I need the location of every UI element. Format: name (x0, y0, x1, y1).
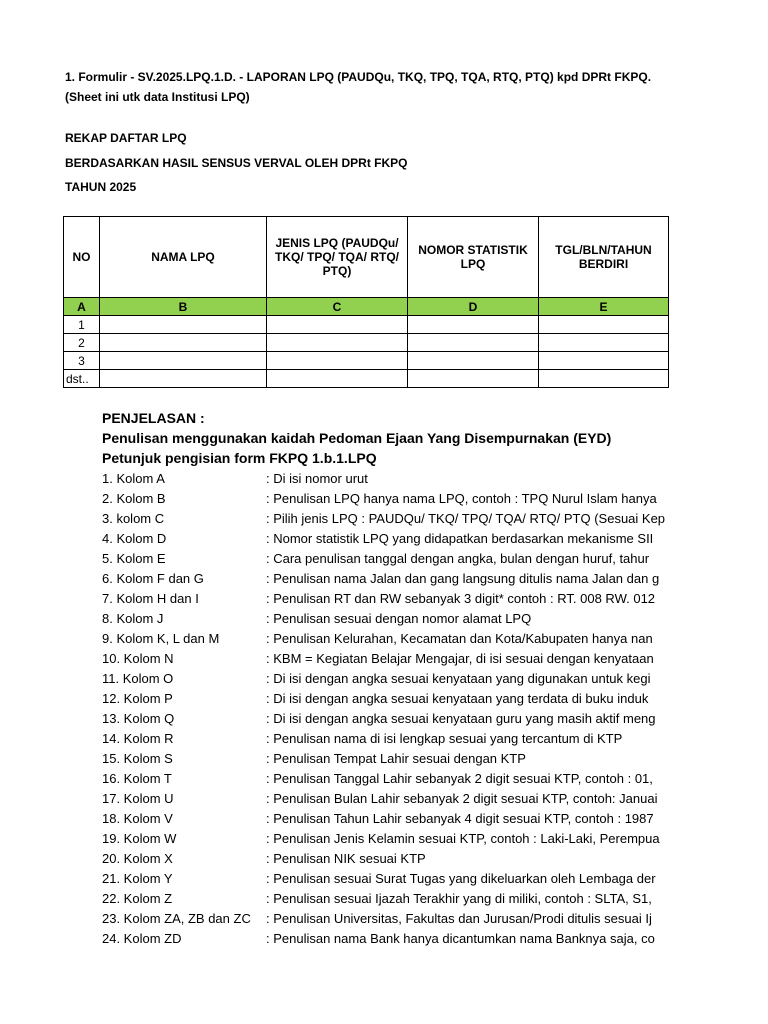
column-header-nama: NAMA LPQ (100, 217, 267, 298)
column-label: 16. Kolom T (102, 771, 172, 786)
column-description: : Penulisan NIK sesuai KTP (266, 851, 426, 866)
column-label: 11. Kolom O (102, 671, 174, 686)
column-label: 13. Kolom Q (102, 711, 175, 726)
column-label: 7. Kolom H dan I (102, 591, 199, 606)
column-label: 21. Kolom Y (102, 871, 173, 886)
column-label: 12. Kolom P (102, 691, 173, 706)
form-title: 1. Formulir - SV.2025.LPQ.1.D. - LAPORAN LPQ (PAUDQu, TKQ, TPQ, TQA, RTQ, PTQ) kpd DPRt FKPQ. (65, 70, 652, 84)
column-label: 5. Kolom E (102, 551, 166, 566)
table-cell[interactable] (539, 316, 669, 334)
column-label: 3. kolom C (102, 511, 165, 526)
column-label: 23. Kolom ZA, ZB dan ZC (102, 911, 251, 926)
table-cell[interactable] (267, 316, 408, 334)
table-row (64, 334, 669, 352)
table-cell[interactable] (267, 370, 408, 388)
column-label: 4. Kolom D (102, 531, 167, 546)
list-item (102, 469, 668, 489)
column-description: : Di isi dengan angka sesuai kenyataan guru yang masih aktif meng (266, 711, 656, 726)
column-label: 14. Kolom R (102, 731, 174, 746)
column-description: : Penulisan Bulan Lahir sebanyak 2 digit sesuai KTP, contoh: Januai (266, 791, 658, 806)
row-number: 3 (64, 352, 100, 370)
column-description: : Di isi nomor urut (266, 471, 368, 486)
penjelasan-eyd-note: Penulisan menggunakan kaidah Pedoman Ejaan Yang Disempurnakan (EYD) (102, 430, 612, 446)
column-label: 1. Kolom A (102, 471, 165, 486)
list-item (102, 729, 668, 749)
rekap-year: TAHUN 2025 (65, 180, 137, 194)
column-description: : Penulisan Tempat Lahir sesuai dengan KTP (266, 751, 526, 766)
table-cell[interactable] (539, 370, 669, 388)
column-description: : Penulisan LPQ hanya nama LPQ, contoh : TPQ Nurul Islam hanya (266, 491, 657, 506)
column-header-tanggal-berdiri: TGL/BLN/TAHUN BERDIRI (539, 217, 669, 298)
list-item (102, 809, 668, 829)
list-item (102, 589, 668, 609)
column-label: 9. Kolom K, L dan M (102, 631, 220, 646)
column-description: : Penulisan nama di isi lengkap sesuai yang tercantum di KTP (266, 731, 623, 746)
instruction-list (102, 469, 668, 951)
column-header-no: NO (64, 217, 100, 298)
table-cell[interactable] (408, 334, 539, 352)
list-item (102, 549, 668, 569)
list-item (102, 849, 668, 869)
column-description: : Penulisan Tahun Lahir sebanyak 4 digit sesuai KTP, contoh : 1987 (266, 811, 654, 826)
row-number: 2 (64, 334, 100, 352)
table-cell[interactable] (100, 352, 267, 370)
table-cell[interactable] (267, 334, 408, 352)
column-label: 17. Kolom U (102, 791, 174, 806)
column-description: : Penulisan sesuai Surat Tugas yang dikeluarkan oleh Lembaga der (266, 871, 656, 886)
column-description: : Penulisan Tanggal Lahir sebanyak 2 digit sesuai KTP, contoh : 01, (266, 771, 653, 786)
column-description: : KBM = Kegiatan Belajar Mengajar, di isi sesuai dengan kenyataan (266, 651, 654, 666)
list-item (102, 649, 668, 669)
rekap-basis: BERDASARKAN HASIL SENSUS VERVAL OLEH DPRt FKPQ (65, 156, 408, 170)
table-cell[interactable] (100, 316, 267, 334)
column-description: : Penulisan sesuai dengan nomor alamat LPQ (266, 611, 532, 626)
column-description: : Di isi dengan angka sesuai kenyataan yang terdata di buku induk (266, 691, 649, 706)
list-item (102, 669, 668, 689)
column-header-jenis: JENIS LPQ (PAUDQu/ TKQ/ TPQ/ TQA/ RTQ/ PTQ) (267, 217, 408, 298)
row-number: 1 (64, 316, 100, 334)
list-item (102, 689, 668, 709)
column-letter: E (539, 298, 669, 316)
table-row (64, 352, 669, 370)
column-label: 18. Kolom V (102, 811, 173, 826)
column-label: 15. Kolom S (102, 751, 173, 766)
column-label: 20. Kolom X (102, 851, 173, 866)
column-description: : Penulisan Universitas, Fakultas dan Jurusan/Prodi ditulis sesuai Ij (266, 911, 652, 926)
table-cell[interactable] (267, 352, 408, 370)
column-description: : Penulisan Kelurahan, Kecamatan dan Kota/Kabupaten hanya nan (266, 631, 653, 646)
column-letter-row (64, 298, 669, 316)
row-number: dst.. (64, 370, 100, 388)
column-letter: C (267, 298, 408, 316)
table-cell[interactable] (100, 370, 267, 388)
table-cell[interactable] (408, 352, 539, 370)
column-label: 24. Kolom ZD (102, 931, 182, 946)
table-cell[interactable] (539, 352, 669, 370)
list-item (102, 829, 668, 849)
table-row (64, 370, 669, 388)
column-description: : Di isi dengan angka sesuai kenyataan yang digunakan untuk kegi (266, 671, 651, 686)
column-description: : Penulisan nama Bank hanya dicantumkan nama Banknya saja, co (266, 931, 655, 946)
table-cell[interactable] (408, 316, 539, 334)
column-description: : Penulisan Jenis Kelamin sesuai KTP, contoh : Laki-Laki, Perempua (266, 831, 660, 846)
list-item (102, 489, 668, 509)
list-item (102, 789, 668, 809)
list-item (102, 929, 668, 949)
column-letter: B (100, 298, 267, 316)
list-item (102, 509, 668, 529)
column-label: 19. Kolom W (102, 831, 177, 846)
table-row (64, 316, 669, 334)
column-header-nomor-statistik: NOMOR STATISTIK LPQ (408, 217, 539, 298)
form-subtitle: (Sheet ini utk data Institusi LPQ) (65, 90, 250, 104)
column-letter: A (64, 298, 100, 316)
column-description: : Pilih jenis LPQ : PAUDQu/ TKQ/ TPQ/ TQA/ RTQ/ PTQ (Sesuai Kep (266, 511, 666, 526)
column-label: 2. Kolom B (102, 491, 166, 506)
list-item (102, 889, 668, 909)
column-letter: D (408, 298, 539, 316)
table-cell[interactable] (539, 334, 669, 352)
penjelasan-form-guide: Petunjuk pengisian form FKPQ 1.b.1.LPQ (102, 450, 377, 466)
list-item (102, 569, 668, 589)
column-label: 22. Kolom Z (102, 891, 173, 906)
table-cell[interactable] (100, 334, 267, 352)
column-description: : Cara penulisan tanggal dengan angka, bulan dengan huruf, tahur (266, 551, 650, 566)
table-cell[interactable] (408, 370, 539, 388)
lpq-table (63, 216, 669, 388)
column-label: 8. Kolom J (102, 611, 164, 626)
penjelasan-title: PENJELASAN : (102, 410, 205, 426)
table-header-row (64, 217, 669, 298)
list-item (102, 749, 668, 769)
column-label: 6. Kolom F dan G (102, 571, 204, 586)
list-item (102, 629, 668, 649)
rekap-heading: REKAP DAFTAR LPQ (65, 131, 187, 145)
list-item (102, 769, 668, 789)
list-item (102, 909, 668, 929)
column-description: : Penulisan sesuai Ijazah Terakhir yang di miliki, contoh : SLTA, S1, (266, 891, 652, 906)
column-description: : Nomor statistik LPQ yang didapatkan berdasarkan mekanisme SII (266, 531, 654, 546)
column-label: 10. Kolom N (102, 651, 174, 666)
column-description: : Penulisan nama Jalan dan gang langsung ditulis nama Jalan dan g (266, 571, 660, 586)
list-item (102, 709, 668, 729)
list-item (102, 529, 668, 549)
column-description: : Penulisan RT dan RW sebanyak 3 digit* contoh : RT. 008 RW. 012 (266, 591, 656, 606)
list-item (102, 609, 668, 629)
list-item (102, 869, 668, 889)
